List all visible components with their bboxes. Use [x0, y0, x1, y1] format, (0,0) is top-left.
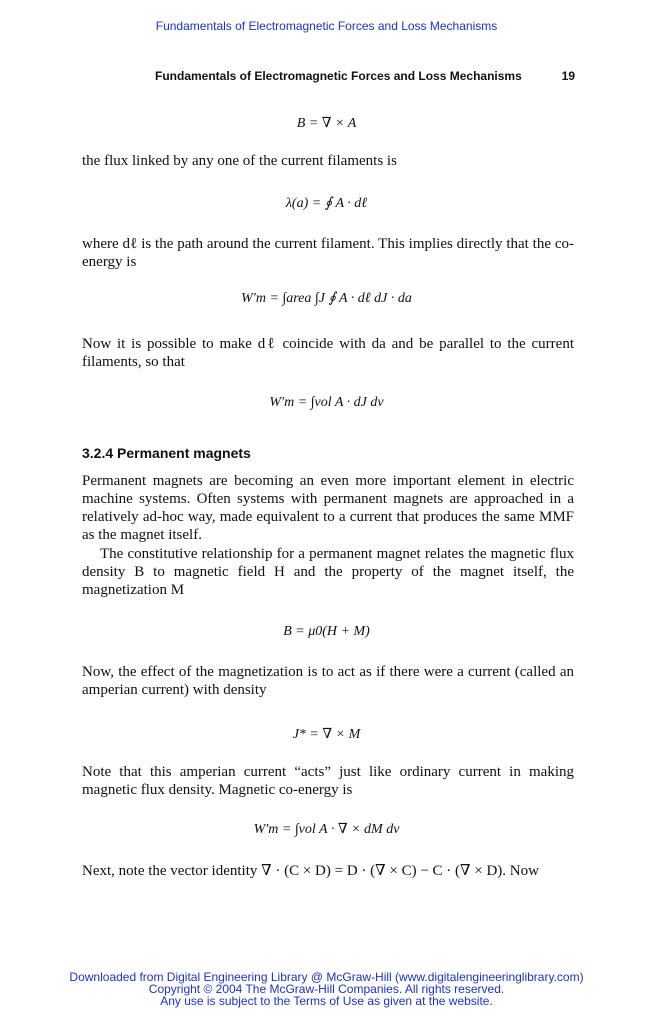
- equation-4: W′m = ∫vol A · dJ dv: [269, 395, 384, 410]
- paragraph-6: Now, the effect of the magnetization is to act as if there were a current (called an amperian current) with density: [82, 664, 574, 698]
- paragraph-7: Note that this amperian current “acts” just like ordinary current in making magnetic flux density. Magnetic co-energy is: [82, 764, 574, 798]
- equation-1: B = ∇ × A: [296, 116, 357, 131]
- equation-2: λ(a) = ∮ A · dℓ: [285, 196, 368, 211]
- running-title: Fundamentals of Electromagnetic Forces and Loss Mechanisms: [155, 69, 522, 83]
- footer-download-line: Downloaded from Digital Engineering Library @ McGraw-Hill (www.digitalengineeringlibrary.com): [69, 970, 584, 984]
- paragraph-3: Now it is possible to make dℓ coincide with da and be parallel to the current filaments, so that: [82, 336, 574, 370]
- paragraph-2: where dℓ is the path around the current filament. This implies directly that the co-energy is: [82, 236, 574, 270]
- page-number: 19: [561, 69, 575, 83]
- equation-6: J* = ∇ × M: [292, 727, 361, 742]
- footer-copyright-line: Copyright © 2004 The McGraw-Hill Companies. All rights reserved.: [148, 982, 505, 996]
- paragraph-8: Next, note the vector identity ∇ · (C × D) = D · (∇ × C) − C · (∇ × D). Now: [82, 863, 539, 879]
- section-heading: 3.2.4 Permanent magnets: [82, 445, 251, 461]
- paragraph-5: The constitutive relationship for a permanent magnet relates the magnetic flux density B to magnetic field H and the property of the magnet itself, the magnetization M: [82, 546, 574, 598]
- paragraph-1: the flux linked by any one of the current filaments is: [82, 153, 397, 169]
- top-banner: Fundamentals of Electromagnetic Forces and Loss Mechanisms: [155, 19, 498, 33]
- running-header: [155, 69, 575, 83]
- paragraph-4: Permanent magnets are becoming an even more important element in electric machine systems. Often systems with permanent magnets are approached in a relatively ad-hoc way, made equivalent to a current that produces the same MMF as the magnet itself.: [82, 473, 574, 543]
- equation-3: W′m = ∫area ∫J ∮ A · dℓ dJ · da: [241, 291, 412, 306]
- equation-7: W′m = ∫vol A · ∇ × dM dv: [253, 822, 400, 837]
- footer-terms-line: Any use is subject to the Terms of Use as given at the website.: [160, 994, 493, 1008]
- equation-5: B = μ0(H + M): [283, 624, 370, 639]
